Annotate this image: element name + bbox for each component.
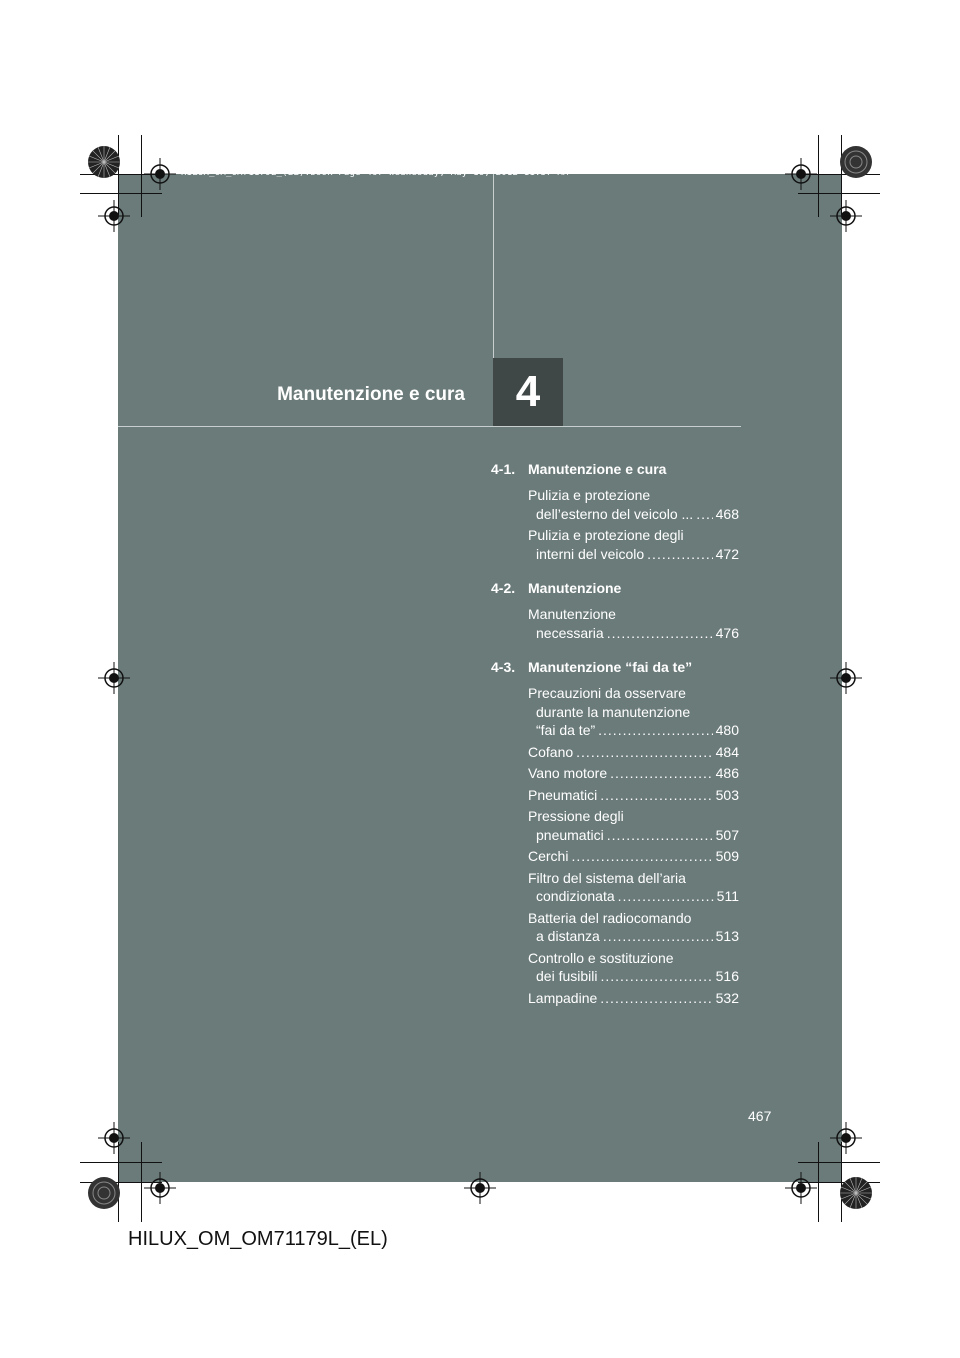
toc-entry-text: durante la manutenzione <box>536 703 691 720</box>
toc-section <box>491 461 739 563</box>
toc-page-number: 513 <box>715 928 739 944</box>
dot-leader <box>607 624 713 643</box>
section-number: 4-3. <box>491 659 516 675</box>
starburst-mark-icon <box>86 144 122 180</box>
registration-mark-icon <box>98 200 130 232</box>
toc-page-number: 486 <box>715 765 739 781</box>
toc-entry-row <box>528 764 739 783</box>
toc-entry-text: Manutenzione <box>528 606 616 622</box>
toc-entry-text: Controllo e sostituzione <box>528 949 674 966</box>
dot-leader <box>610 764 713 783</box>
crop-line <box>798 1162 880 1163</box>
toc-entry-text: “fai da te” <box>536 722 596 738</box>
toc-section-heading <box>491 659 739 679</box>
toc-entry[interactable] <box>491 743 739 762</box>
toc-page-number: 468 <box>715 505 739 522</box>
toc-page-number: 509 <box>715 848 739 864</box>
chapter-title: Manutenzione e cura <box>277 384 465 405</box>
toc-entry-text: Cerchi <box>528 848 569 864</box>
registration-mark-icon <box>830 1122 862 1154</box>
toc-entry[interactable] <box>491 786 739 805</box>
toc-entry-text: Pneumatici <box>528 786 598 803</box>
toc-entry-row <box>528 967 739 986</box>
footer-code: HILUX_OM_OM71179L_(EL) <box>128 1228 388 1250</box>
toc-entry-text: Pulizia e protezione <box>528 487 651 503</box>
dot-leader <box>603 927 713 946</box>
toc-entry-row <box>528 545 739 564</box>
toc-entry-row <box>528 887 739 906</box>
toc-entry-text: Pressione degli <box>528 808 624 824</box>
toc-entry-text: Precauzioni da osservare <box>528 685 686 701</box>
registration-mark-icon <box>98 1122 130 1154</box>
toc-entry-text: dei fusibili <box>536 968 598 984</box>
toc-section-heading <box>491 461 739 481</box>
registration-mark-icon <box>785 158 817 190</box>
toc-page-number: 516 <box>715 968 739 984</box>
toc-entry-row <box>528 786 739 805</box>
section-title: Manutenzione <box>528 580 622 596</box>
dot-leader <box>647 545 712 564</box>
toc-entry-row <box>528 927 739 946</box>
toc-entry[interactable] <box>491 486 739 523</box>
toc-entry[interactable] <box>491 807 739 844</box>
toc-entry-text: a distanza <box>536 928 600 944</box>
section-title: Manutenzione e cura <box>528 461 667 477</box>
vertical-rule <box>493 174 494 359</box>
registration-mark-icon <box>144 158 176 190</box>
toc-entry-row <box>528 826 739 845</box>
toc-entry[interactable] <box>491 684 739 740</box>
toc-entry-text: Cofano <box>528 743 574 760</box>
crop-line <box>141 135 142 217</box>
toc-entry[interactable] <box>491 989 739 1008</box>
crop-line <box>798 193 880 194</box>
dot-leader <box>600 989 712 1008</box>
chapter-number-box <box>493 358 563 426</box>
section-number: 4-2. <box>491 580 516 596</box>
toc-entry-row <box>528 989 739 1008</box>
dot-leader <box>600 967 712 986</box>
toc-page-number: 532 <box>715 989 739 1006</box>
starburst-mark-icon <box>838 1175 874 1211</box>
toc-entry-row <box>528 743 739 762</box>
toc-section-heading <box>491 580 739 600</box>
dot-leader <box>576 743 712 762</box>
toc-entry-text: Batteria del radiocomando <box>528 909 692 926</box>
print-header: HILUX_OM_OM71179L_(EL).book Page 467 Wednesday, May 16, 2012 11:37 AM <box>181 168 569 178</box>
toc-entry[interactable] <box>491 869 739 906</box>
chapter-number: 4 <box>515 367 541 416</box>
toc-entry-text: interni del veicolo <box>536 545 645 562</box>
toc-entry[interactable] <box>491 605 739 642</box>
toc-entry-row <box>528 505 739 524</box>
toc-entry-text: pneumatici <box>536 826 604 843</box>
toc-page-number: 503 <box>715 786 739 803</box>
dot-leader <box>598 721 713 740</box>
dot-leader <box>600 786 712 805</box>
registration-mark-icon <box>830 200 862 232</box>
toc-entry-row <box>528 624 739 643</box>
registration-mark-icon <box>144 1172 176 1204</box>
toc-page-number: 472 <box>715 545 739 562</box>
toc-entry[interactable] <box>491 526 739 563</box>
toc-page-number: 511 <box>716 888 739 904</box>
toc-entry-text: Pulizia e protezione degli <box>528 527 684 543</box>
dot-leader <box>696 505 712 524</box>
registration-mark-icon <box>464 1172 496 1204</box>
section-number: 4-1. <box>491 461 516 477</box>
toc-entry-text: condizionata <box>536 888 615 904</box>
registration-mark-icon <box>830 662 862 694</box>
crop-line <box>80 193 162 194</box>
crop-line <box>80 1162 162 1163</box>
toc-entry-text: Vano motore <box>528 765 608 781</box>
dot-leader <box>571 847 712 866</box>
toc-page-number: 484 <box>715 743 739 760</box>
toc-entry[interactable] <box>491 847 739 866</box>
toc-entry-text: Filtro del sistema dell’aria <box>528 869 686 886</box>
toc-entry-row <box>528 847 739 866</box>
crop-line <box>818 135 819 217</box>
toc-page-number: 480 <box>715 722 739 738</box>
toc-section <box>491 580 739 642</box>
toc-entry[interactable] <box>491 949 739 986</box>
page-number: 467 <box>748 1108 772 1124</box>
section-title: Manutenzione “fai da te” <box>528 659 693 675</box>
horizontal-rule <box>118 426 741 427</box>
table-of-contents <box>491 461 739 1024</box>
toc-entry-row <box>528 721 739 740</box>
toc-page-number: 507 <box>715 826 739 843</box>
dot-leader <box>618 887 714 906</box>
toc-page-number: 476 <box>715 624 739 641</box>
toc-entry[interactable] <box>491 764 739 783</box>
registration-mark-icon <box>98 662 130 694</box>
toc-entry-text: necessaria <box>536 624 604 641</box>
toc-entry-text: Lampadine <box>528 989 598 1006</box>
dot-leader <box>607 826 713 845</box>
starburst-mark-icon <box>86 1175 122 1211</box>
registration-mark-icon <box>785 1172 817 1204</box>
toc-entry[interactable] <box>491 909 739 946</box>
toc-entry-text: dell’esterno del veicolo ... <box>536 505 694 522</box>
toc-section <box>491 659 739 1007</box>
starburst-mark-icon <box>838 144 874 180</box>
